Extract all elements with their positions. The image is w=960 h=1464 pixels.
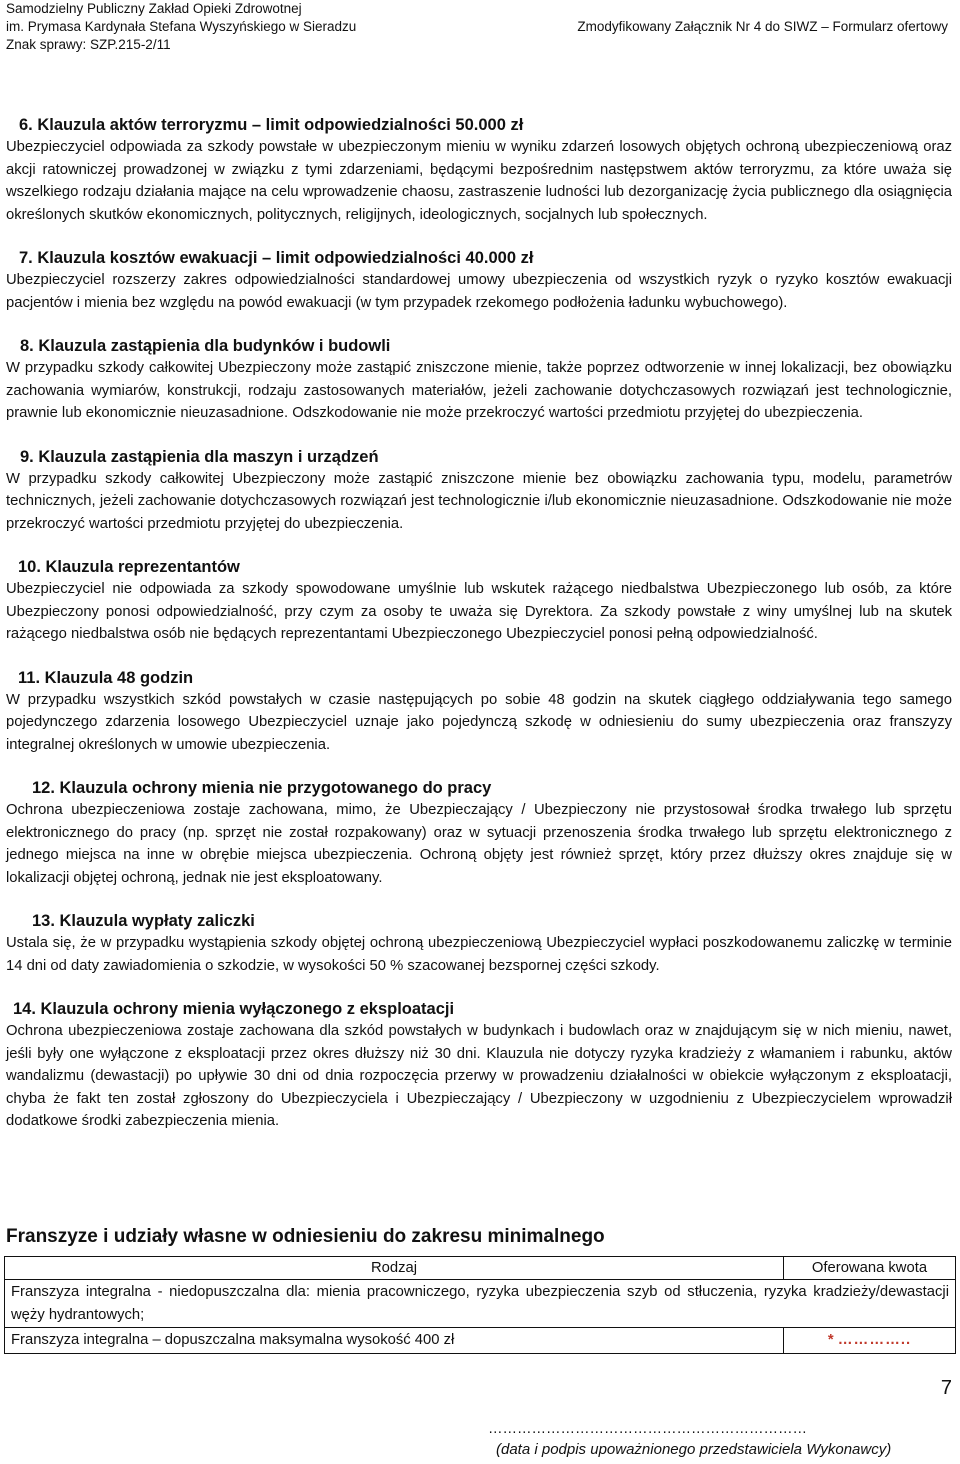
header-line-2: im. Prymasa Kardynała Stefana Wyszyńskiego w Sieradzu <box>6 19 357 34</box>
clause-title: 10. Klauzula reprezentantów <box>18 558 240 576</box>
clause-6 <box>6 114 952 226</box>
header-line-1: Samodzielny Publiczny Zakład Opieki Zdrowotnej <box>6 1 302 16</box>
clause-7 <box>6 247 952 314</box>
clause-12 <box>6 777 952 889</box>
clause-11 <box>6 667 952 757</box>
amount-fill-line: ………….. <box>837 1332 912 1348</box>
franchise-row-2-amount-field[interactable] <box>784 1328 956 1354</box>
table-row <box>5 1280 956 1328</box>
clause-body: Ochrona ubezpieczeniowa zostaje zachowana dla szkód powstałych w budynkach i budowlach oraz w znajdującym się w nich mieniu, nawet, jeśli były one wyłączone z eksploatacji przez okres dłuższy niż 30 dni. Klauzula nie dotyczy ryzyka kradzieży z włamaniem i rabunku, aktów wandalizmu (dewastacji) po upływie 30 dni od dnia rozpoczęcia przerwy w prowadzeniu działalności w obiekcie wyłączonym z eksploatacji, chyba że fakt ten został zgłoszony do Ubezpieczyciela i Ubezpieczający / Ubezpieczony w uzgodnieniu z Ubezpieczycielem wprowadził dodatkowe środki zabezpieczenia mienia. <box>6 1023 952 1129</box>
clause-9 <box>6 446 952 536</box>
clause-title: 12. Klauzula ochrony mienia nie przygotowanego do pracy <box>32 779 492 797</box>
clause-8 <box>6 335 952 425</box>
clause-body: W przypadku szkody całkowitej Ubezpieczony może zastąpić zniszczone mienie bez obowiązku zachowania typu, modelu, parametrów technicznych, jeżeli zachowanie dotychczasowych rozwiązań jest technologicznie i/lub ekonomicznie nieuzasadnione. Odszkodowanie nie może przekroczyć wartości przedmiotu przyjętej do ubezpieczenia. <box>6 470 952 532</box>
clause-body: Ustala się, że w przypadku wystąpienia szkody objętej ochroną ubezpieczeniową Ubezpieczyciel wypłaci poszkodowanemu zaliczkę w terminie 14 dni od daty zawiadomienia o szkodzie, w wysokości 50 % szacowanej bezspornej części szkody. <box>6 935 952 974</box>
table-header-row <box>5 1257 956 1280</box>
clause-body: W przypadku szkody całkowitej Ubezpieczony może zastąpić zniszczone mienie, także poprzez odtworzenie w innej lokalizacji, bez obowiązku zachowania wymiarów, konstrukcji, rodzaju zastosowanych materiałów, jeżeli zachowanie dotychczasowych rozwiązań jest technologicznie, prawnie lub ekonomicznie nieuzasadnione. Odszkodowanie nie może przekroczyć wartości przedmiotu przyjętej do ubezpieczenia. <box>6 360 952 421</box>
clause-body: Ochrona ubezpieczeniowa zostaje zachowana, mimo, że Ubezpieczający / Ubezpieczony nie przystosował środka trwałego lub sprzętu elektronicznego do pracy (np. sprzęt nie został rozpakowany) oraz w sytuacji przenoszenia środka trwałego lub sprzętu elektronicznego z jednego miejsca na inne w obrębie miejsca ubezpieczenia. Ochroną objęty jest również sprzęt, który przez dłuższy okres znajduje się w lokalizacji objętej ochroną, jednak nie jest eksploatowany. <box>6 802 952 886</box>
header-institution <box>6 0 356 54</box>
clause-title: 13. Klauzula wypłaty zaliczki <box>32 912 255 930</box>
header-attachment-label: Zmodyfikowany Załącznik Nr 4 do SIWZ – Formularz ofertowy <box>577 19 948 34</box>
required-marker: * <box>827 1332 834 1348</box>
signature-caption: (data i podpis upoważnionego przedstawiciela Wykonawcy) <box>496 1441 892 1458</box>
clause-body: W przypadku wszystkich szkód powstałych w czasie następujących po sobie 48 godzin na skutek ciągłego oddziaływania tego samego pojedynczego zdarzenia losowego Ubezpieczyciel uznaje jako pojedynczą szkodę w odniesieniu do sumy ubezpieczenia oraz franszyzy integralnej określonych w umowie ubezpieczenia. <box>6 691 952 753</box>
clause-title: 7. Klauzula kosztów ewakuacji – limit odpowiedzialności 40.000 zł <box>19 249 534 267</box>
column-header-amount: Oferowana kwota <box>784 1257 956 1280</box>
clause-body: Ubezpieczyciel nie odpowiada za szkody spowodowane umyślnie lub wskutek rażącego niedbalstwa Ubezpieczonego lub osób, za które Ubezpieczony ponosi odpowiedzialność, przy czym za osoby te uważa się Dyrektora. Za szkody powstałe z winy umyślnej lub na skutek rażącego niedbalstwa osób nie będących reprezentantami Ubezpieczonego Ubezpieczyciel ponosi pełną odpowiedzialność. <box>6 581 952 642</box>
franchise-row-1-type: Franszyza integralna - niedopuszczalna dla: mienia pracowniczego, ryzyka ubezpieczenia szyb od stłuczenia, ryzyka kradzieży/dewastacji węży hydrantowych; <box>5 1280 956 1328</box>
clause-title: 6. Klauzula aktów terroryzmu – limit odpowiedzialności 50.000 zł <box>19 116 524 134</box>
clause-13 <box>6 910 952 977</box>
header-case-number: Znak sprawy: SZP.215-2/11 <box>6 37 171 52</box>
franchise-row-2-type: Franszyza integralna – dopuszczalna maksymalna wysokość 400 zł <box>5 1328 784 1354</box>
column-header-type: Rodzaj <box>5 1257 784 1280</box>
clause-14 <box>6 998 952 1133</box>
clauses-list <box>6 114 952 1133</box>
clause-body: Ubezpieczyciel odpowiada za szkody powstałe w ubezpieczonym mieniu w wyniku zdarzeń losowych objętych ochroną ubezpieczeniową oraz akcji ratowniczej prowadzonej w związku z tymi zdarzeniami, będącymi bezpośrednim następstwem aktów terroryzmu, za które uważa się wszelkiego rodzaju działania mające na celu wprowadzenie chaosu, zastraszenie ludności lub dezorganizację życia publicznego dla osiągnięcia określonych skutków ekonomicznych, politycznych, religijnych, ideologicznych, socjalnych lub społecznych. <box>6 139 952 223</box>
franchise-section-title: Franszyze i udziały własne w odniesieniu do zakresu minimalnego <box>6 1226 605 1247</box>
clause-title: 8. Klauzula zastąpienia dla budynków i budowli <box>20 337 391 355</box>
franchise-table <box>4 1256 956 1354</box>
page-number: 7 <box>940 1377 952 1399</box>
clause-10 <box>6 556 952 646</box>
clause-title: 14. Klauzula ochrony mienia wyłączonego z eksploatacji <box>13 1000 455 1018</box>
clause-body: Ubezpieczyciel rozszerzy zakres odpowiedzialności standardowej umowy ubezpieczenia od wszystkich ryzyk o ryzyko kosztów ewakuacji pacjentów i mienia bez względu na powód ewakuacji (w tym przypadek rzekomego podłożenia ładunku wybuchowego). <box>6 272 952 311</box>
clause-title: 9. Klauzula zastąpienia dla maszyn i urządzeń <box>20 447 379 466</box>
clause-title: 11. Klauzula 48 godzin <box>18 668 194 687</box>
signature-line: ………………………………………………………… <box>488 1421 807 1437</box>
table-row <box>5 1328 956 1354</box>
